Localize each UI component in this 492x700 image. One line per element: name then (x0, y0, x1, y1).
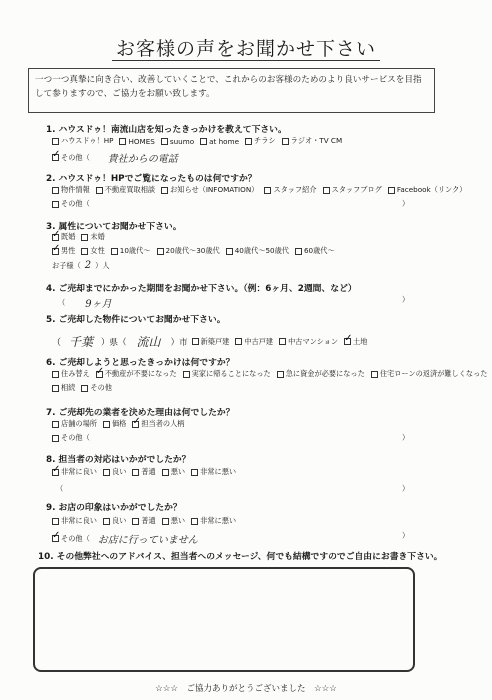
checkbox[interactable] (191, 518, 198, 525)
q7-option-staff[interactable]: ✓ 担当者の人柄 (132, 419, 184, 429)
q4-question: 4. ご売却までにかかった期間をお聞かせ下さい。（例：6ヶ月、2週間、など） (46, 284, 357, 294)
q9-option-bad[interactable]: 悪い (162, 516, 185, 526)
q1-option-radio-tv[interactable]: ラジオ・TV CM (282, 136, 343, 146)
q1-other-answer[interactable]: 貴社からの電話 (107, 154, 178, 165)
checkbox[interactable] (103, 469, 110, 476)
checkbox[interactable] (162, 469, 169, 476)
q8-option-very-good[interactable]: ✓ 非常に良い (52, 467, 97, 477)
checkbox-checked[interactable] (344, 338, 351, 345)
q6-options2 (52, 383, 118, 393)
q6-option-funds[interactable]: 急に資金が必要になった (277, 369, 365, 379)
q9-option-very-good[interactable]: 非常に良い (52, 516, 97, 526)
q7-options (52, 419, 190, 429)
checkbox-checked[interactable] (132, 421, 139, 428)
checkbox[interactable] (264, 187, 271, 194)
q5-option-land[interactable]: ✓ 土地 (344, 337, 367, 347)
q3-option-married[interactable]: ✓ 既婚 (52, 232, 75, 242)
q4-answer-row: （ 9ヶ月 (58, 295, 112, 310)
q9-question: 9. お店の印象はいかがでしたか？ (46, 503, 182, 513)
checkbox-checked[interactable] (96, 371, 103, 378)
q8-option-very-bad[interactable]: 非常に悪い (191, 467, 236, 477)
q9-other-row: ✓ その他（ お店に行っていません (52, 531, 198, 546)
checkbox[interactable] (52, 421, 59, 428)
q8-option-normal[interactable]: 普通 (132, 467, 155, 477)
q2-options (52, 185, 472, 195)
q6-option-unneeded[interactable]: ✓ 不動産が不要になった (96, 369, 177, 379)
checkbox[interactable] (371, 371, 378, 378)
q6-question: 6. ご売却しようと思ったきっかけは何ですか？ (46, 358, 235, 368)
checkbox[interactable] (235, 338, 242, 345)
q5-option-used-house[interactable]: 中古戸建 (235, 337, 273, 347)
page-title: お客様の声をお聞かせ下さい (115, 38, 376, 60)
checkbox[interactable] (183, 371, 190, 378)
q10-question: 10. その他弊社へのアドバイス、担当者へのメッセージ、何でも結構ですのでご自由にお書き下さい。 (38, 552, 443, 562)
checkbox[interactable] (161, 138, 168, 145)
checkbox[interactable] (52, 371, 59, 378)
q5-city[interactable]: 流山 (136, 335, 161, 349)
checkbox[interactable] (52, 518, 59, 525)
thank-you-footer: ☆☆☆ ご協力ありがとうございました ☆☆☆ (155, 684, 337, 694)
q7-question: 7. ご売却先の業者を決めた理由は何でしたか？ (46, 408, 235, 418)
q3-gender-age (52, 246, 341, 256)
checkbox[interactable] (157, 248, 164, 255)
q2-option-facebook[interactable]: Facebook（リンク） (388, 185, 467, 195)
intro-box: 一つ一つ真摯に向き合い、改善していくことで、これからのお客様のためのより良いサービスを目指して参りますので、ご協力をお願い致します。 (28, 68, 435, 113)
checkbox[interactable] (132, 518, 139, 525)
checkbox[interactable] (388, 187, 395, 194)
checkbox[interactable] (282, 138, 289, 145)
q3-option-male[interactable]: ✓ 男性 (52, 246, 75, 256)
q8-question: 8. 担当者の対応はいかがでしたか？ (46, 455, 191, 465)
q8-option-good[interactable]: 良い (103, 467, 126, 477)
q3-option-single[interactable]: 未婚 (81, 232, 104, 242)
q7-option-price[interactable]: 価格 (103, 419, 126, 429)
q9-options (52, 516, 242, 526)
q7-other-row: その他（ (52, 433, 90, 443)
checkbox[interactable] (279, 338, 286, 345)
checkbox[interactable] (111, 248, 118, 255)
q5-option-used-mansion[interactable]: 中古マンション (279, 337, 338, 347)
checkbox[interactable] (295, 248, 302, 255)
checkbox[interactable] (132, 469, 139, 476)
q7-other-checkbox[interactable] (52, 435, 59, 442)
q1-other-row: ✓ その他（ 貴社からの電話 (52, 150, 178, 165)
checkbox-checked[interactable] (52, 234, 59, 241)
q1-question: 1. ハウスドゥ！南流山店を知ったきっかけを教えて下さい。 (46, 125, 287, 135)
q6-option-relocation[interactable]: 住み替え (52, 369, 90, 379)
q1-option-suumo[interactable]: suumo (161, 137, 194, 146)
q9-other-close: ） (402, 531, 410, 540)
q2-question: 2. ハウスドゥ！HPでご覧になったものは何ですか？ (46, 174, 257, 184)
checkbox[interactable] (323, 187, 330, 194)
q7-other-close: ） (402, 433, 410, 442)
checkbox-checked[interactable] (52, 248, 59, 255)
q8-comment-close: ） (402, 484, 410, 493)
q4-answer[interactable]: 9ヶ月 (85, 299, 112, 310)
q9-option-good[interactable]: 良い (103, 516, 126, 526)
q2-other-checkbox[interactable] (52, 201, 59, 208)
q9-other-checkbox[interactable] (52, 535, 59, 542)
checkbox[interactable] (81, 248, 88, 255)
checkbox[interactable] (52, 385, 59, 392)
q3-marital (52, 232, 111, 242)
q6-option-loan[interactable]: 住宅ローンの返済が難しくなった (371, 369, 488, 379)
checkbox[interactable] (191, 469, 198, 476)
q5-option-new-house[interactable]: 新築戸建 (192, 337, 230, 347)
q9-option-normal[interactable]: 普通 (132, 516, 155, 526)
q8-comment-open: （ (56, 484, 64, 493)
checkbox[interactable] (52, 187, 59, 194)
q2-option-listings[interactable]: 物件情報 (52, 185, 90, 195)
checkbox[interactable] (192, 338, 199, 345)
q1-option-hp[interactable]: ハウスドゥ！HP (52, 136, 113, 146)
q1-option-athome[interactable]: at home (200, 137, 239, 146)
q6-option-inheritance[interactable]: 相続 (52, 383, 75, 393)
q3-option-60s[interactable]: 60歳代〜 (295, 246, 335, 256)
checkbox[interactable] (103, 518, 110, 525)
checkbox[interactable] (245, 138, 252, 145)
q7-option-location[interactable]: 店舗の場所 (52, 419, 97, 429)
q3-children-value[interactable]: 2 (84, 260, 92, 271)
q6-option-other[interactable]: その他 (81, 383, 112, 393)
q3-option-female[interactable]: 女性 (81, 246, 104, 256)
checkbox[interactable] (200, 138, 207, 145)
checkbox[interactable] (226, 248, 233, 255)
q3-option-20s30s[interactable]: 20歳代〜30歳代 (157, 246, 220, 256)
checkbox[interactable] (52, 138, 59, 145)
q5-prefecture[interactable]: 千葉 (69, 335, 94, 349)
q5-question: 5. ご売却した物件についてお聞かせ下さい。 (46, 315, 226, 325)
checkbox[interactable] (119, 138, 126, 145)
checkbox[interactable] (81, 234, 88, 241)
q1-other-checkbox[interactable] (52, 154, 59, 161)
q4-close: ） (402, 295, 410, 304)
q3-option-40s50s[interactable]: 40歳代〜50歳代 (226, 246, 289, 256)
q5-location-row: （ 千葉 ）県（ 流山 ）市 新築戸建 中古戸建 中古マンション ✓ 土地 (52, 333, 374, 350)
checkbox[interactable] (103, 421, 110, 428)
q8-option-bad[interactable]: 悪い (162, 467, 185, 477)
q6-option-return-home[interactable]: 実家に帰ることになった (183, 369, 271, 379)
checkbox[interactable] (161, 187, 168, 194)
q2-option-staff[interactable]: スタッフ紹介 (264, 185, 316, 195)
q3-question: 3. 属性についてお聞かせ下さい。 (46, 222, 182, 232)
q2-other-row: その他（ (52, 199, 90, 209)
q1-options (52, 136, 348, 146)
title-underline (112, 60, 380, 61)
free-comment-box[interactable] (33, 567, 415, 672)
checkbox[interactable] (81, 385, 88, 392)
checkbox[interactable] (277, 371, 284, 378)
q2-other-close: ） (402, 199, 410, 208)
checkbox[interactable] (96, 187, 103, 194)
q2-option-news[interactable]: お知らせ（INFOMATION） (161, 185, 258, 195)
q2-option-blog[interactable]: スタッフブログ (323, 185, 382, 195)
q1-option-flyer[interactable]: チラシ (245, 136, 276, 146)
q2-option-buyout[interactable]: 不動産買取相談 (96, 185, 155, 195)
checkbox[interactable] (162, 518, 169, 525)
q9-other-answer[interactable]: お店に行っていません (97, 535, 198, 546)
q6-options (52, 369, 492, 379)
q8-options (52, 467, 242, 477)
q9-option-very-bad[interactable]: 非常に悪い (191, 516, 236, 526)
checkbox-checked[interactable] (52, 469, 59, 476)
q3-children-row: お子様（ 2 ）人 (52, 260, 110, 271)
q3-option-10s[interactable]: 10歳代〜 (111, 246, 151, 256)
q1-option-homes[interactable]: HOMES (119, 137, 154, 146)
